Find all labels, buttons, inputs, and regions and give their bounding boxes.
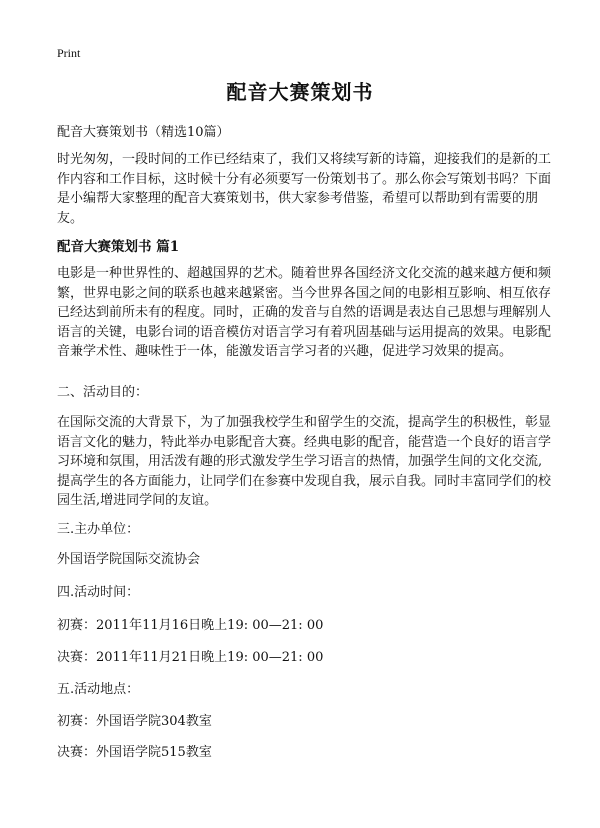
final-location: 决赛：外国语学院515教室 xyxy=(57,745,212,760)
section-heading: 配音大赛策划书 篇1 xyxy=(57,239,180,255)
time-heading: 四.活动时间： xyxy=(57,585,140,600)
body-paragraph-1: 电影是一种世界性的、超越国界的艺术。随着世界各国经济文化交流的越来越方便和频繁，世界电影之间的联系也越来越紧密。当今世界各国之间的电影相互影响、相互依存已经达到前所未有的程度。同时，正确的发音与自然的语调是表达自己思想与理解别人语言的关键，电影台词的语音模仿对语言学习有着巩固基础与运用提高的效果。电影配音兼学术性、趣味性于一体，能激发语言学习者的兴趣，促进学习效果的提高。 xyxy=(57,266,552,359)
purpose-heading: 二、活动目的： xyxy=(57,385,149,400)
document-subtitle: 配音大赛策划书（精选10篇） xyxy=(57,125,230,140)
organizer-text: 外国语学院国际交流协会 xyxy=(57,552,201,567)
location-heading: 五.活动地点： xyxy=(57,682,140,697)
purpose-paragraph: 在国际交流的大背景下，为了加强我校学生和留学生的交流，提高学生的积极性，彰显语言文化的魅力，特此举办电影配音大赛。经典电影的配音，能营造一个良好的语言学习环境和氛围，用活泼有趣的形式激发学生学习语言的热情，加强学生间的文化交流,提高学生的各方面能力，让同学们在参赛中发现自我，展示自我。同时丰富同学们的校园生活,增进同学间的友谊。 xyxy=(57,415,552,508)
organizer-heading: 三.主办单位： xyxy=(57,522,140,537)
final-time: 决赛：2011年11月21日晚上19: 00—21: 00 xyxy=(57,650,324,665)
print-label: Print xyxy=(57,46,81,60)
prelim-location: 初赛：外国语学院304教室 xyxy=(57,714,212,729)
intro-paragraph: 时光匆匆，一段时间的工作已经结束了，我们又将续写新的诗篇，迎接我们的是新的工作内容和工作目标，这时候十分有必须要写一份策划书了。那么你会写策划书吗？下面是小编帮大家整理的配音大赛策划书，供大家参考借鉴，希望可以帮助到有需要的朋友。 xyxy=(57,152,552,226)
document-title: 配音大赛策划书 xyxy=(226,80,374,104)
prelim-time: 初赛：2011年11月16日晚上19: 00—21: 00 xyxy=(57,618,324,633)
